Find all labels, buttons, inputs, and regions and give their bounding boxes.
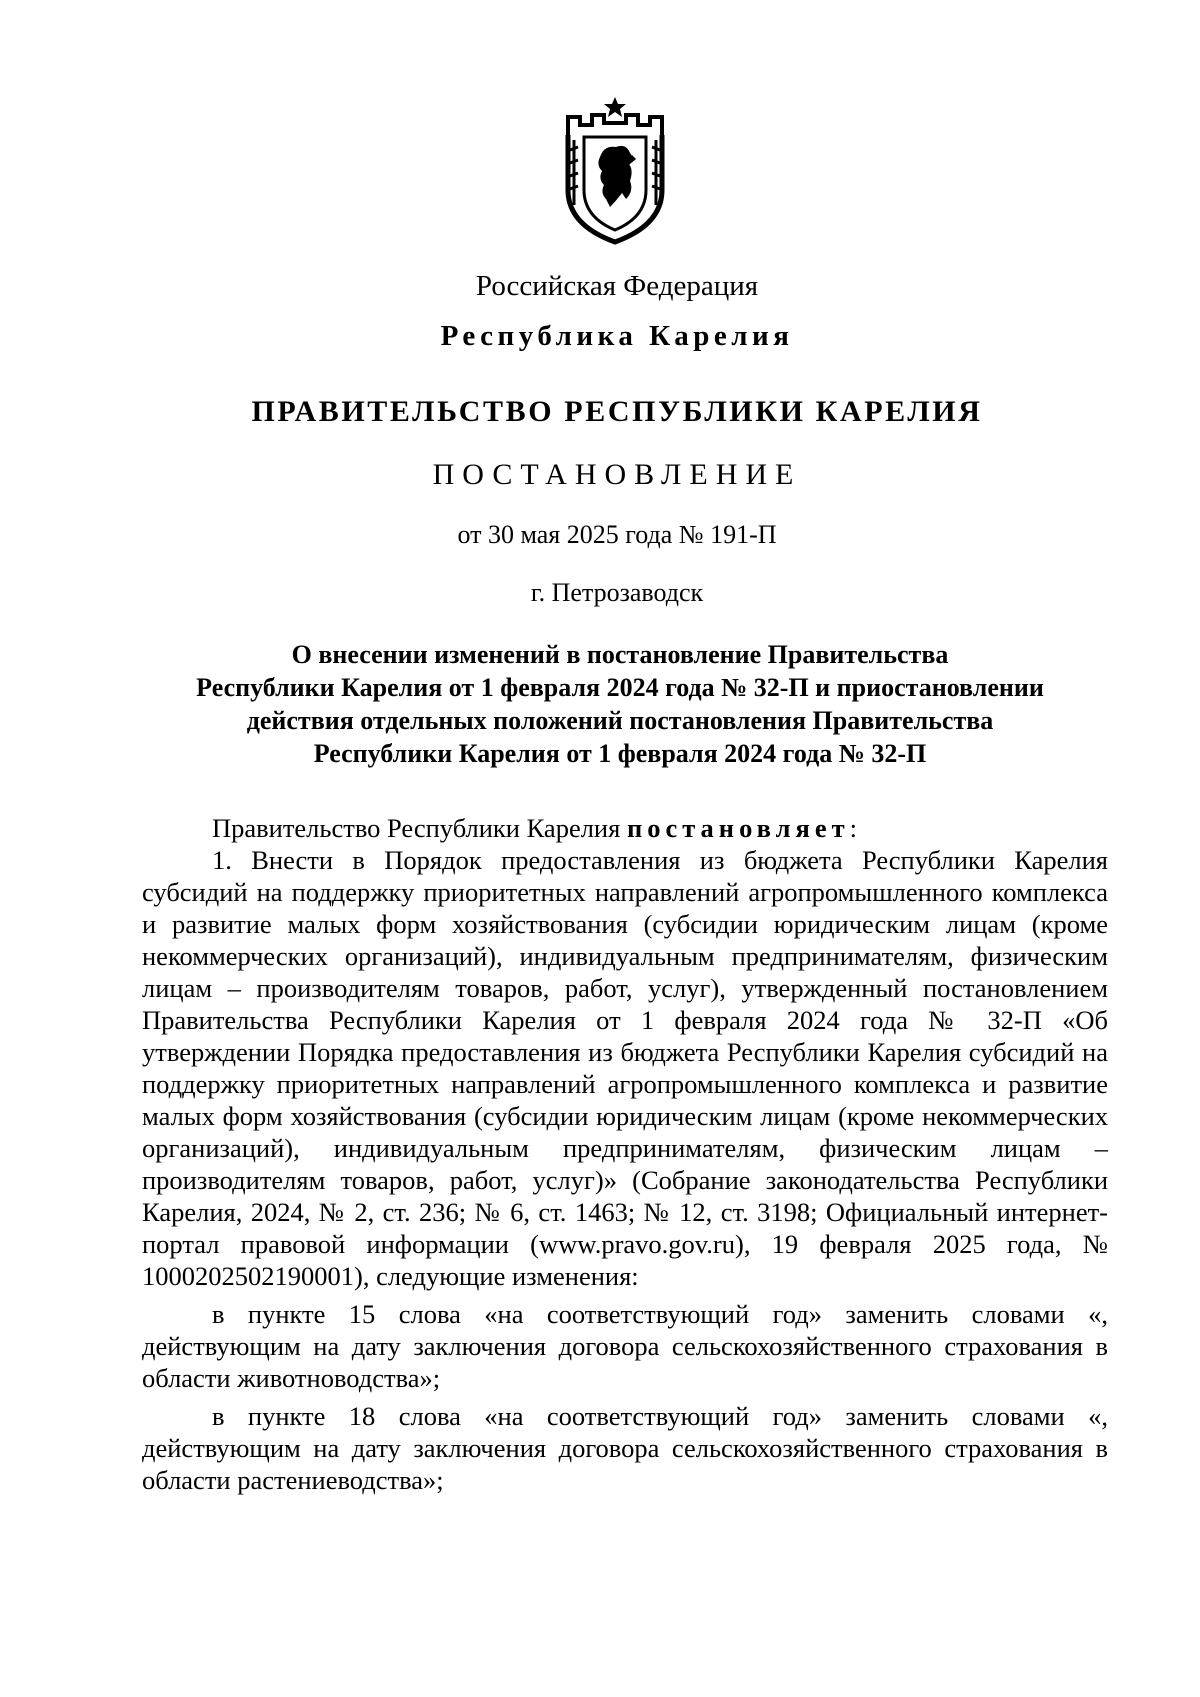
government-name: ПРАВИТЕЛЬСТВО РЕСПУБЛИКИ КАРЕЛИЯ bbox=[251, 395, 983, 428]
document-city: г. Петрозаводск bbox=[530, 578, 704, 607]
republic-name: Республика Карелия bbox=[440, 320, 794, 352]
intro-tail: : bbox=[849, 813, 857, 843]
intro-paragraph bbox=[142, 812, 1108, 844]
document-date-number: от 30 мая 2025 года № 191-П bbox=[457, 520, 777, 549]
intro-verb: постановляет bbox=[626, 813, 850, 843]
title-line: действия отдельных положений постановления Правительства bbox=[246, 706, 994, 735]
title-line: О внесении изменений в постановление Правительства bbox=[291, 640, 949, 669]
change-2-paragraph: в пункте 18 слова «на соответствующий год» заменить словами «, действующим на дату заключения договора сельскохозяйственного страхования в области растениеводства»; bbox=[142, 1401, 1108, 1495]
title-line: Республики Карелия от 1 февраля 2024 года № 32-П bbox=[313, 739, 927, 768]
star-icon bbox=[604, 97, 626, 117]
country-name: Российская Федерация bbox=[475, 270, 759, 302]
document-type: ПОСТАНОВЛЕНИЕ bbox=[432, 458, 802, 491]
karelia-coat-of-arms-emblem bbox=[560, 95, 670, 245]
change-1-paragraph: в пункте 15 слова «на соответствующий год» заменить словами «, действующим на дату заключения договора сельскохозяйственного страхования в области животноводства»; bbox=[142, 1299, 1108, 1393]
intro-lead: Правительство Республики Карелия bbox=[212, 813, 627, 843]
document-body bbox=[142, 812, 1108, 1496]
document-title bbox=[140, 638, 1100, 770]
title-line: Республики Карелия от 1 февраля 2024 года № 32-П и приостановлении bbox=[196, 673, 1044, 702]
item-1-paragraph: 1. Внести в Порядок предоставления из бюджета Республики Карелия субсидий на поддержку приоритетных направлений агропромышленного комплекса и развитие малых форм хозяйствования (субсидии юридическим лицам (кроме некоммерческих организаций), индивидуальным предпринимателям, физическим лицам – производителям товаров, работ, услуг), утвержденный постановлением Правительства Республики Карелия от 1 февраля 2024 года № 32-П «Об утверждении Порядка предоставления из бюджета Республики Карелия субсидий на поддержку приоритетных направлений агропромышленного комплекса и развитие малых форм хозяйствования (субсидии юридическим лицам (кроме некоммерческих организаций), индивидуальным предпринимателям, физическим лицам – производителям товаров, работ, услуг)» (Собрание законодательства Республики Карелия, 2024, № 2, ст. 236; № 6, ст. 1463; № 12, ст. 3198; Официальный интернет-портал правовой информации (www.pravo.gov.ru), 19 февраля 2025 года, № 1000202502190001), следующие изменения: bbox=[142, 845, 1108, 1291]
